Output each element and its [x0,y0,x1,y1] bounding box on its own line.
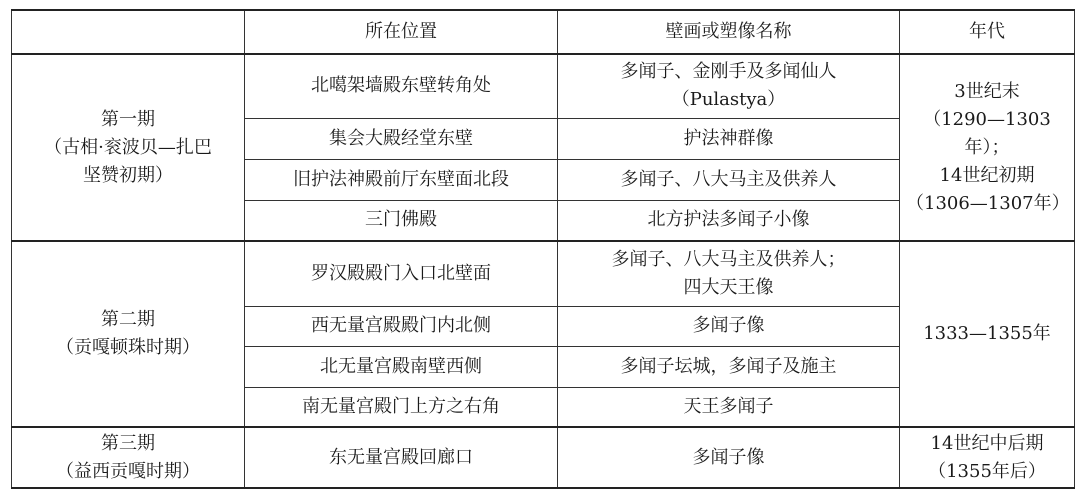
table-row [12,54,1075,118]
table-wrapper [11,9,1074,487]
work-cell: 天王多闻子 [558,387,900,427]
work-cell: 多闻子、金刚手及多闻仙人 （Pulastya） [558,54,900,118]
location-cell: 北无量宫殿南壁西侧 [245,346,558,387]
location-cell: 集会大殿经堂东壁 [245,118,558,159]
period-name: 第一期 （古相·衮波贝—扎巴 坚赞初期） [12,54,245,241]
header-era: 年代 [900,10,1075,54]
location-cell: 南无量宫殿门上方之右角 [245,387,558,427]
table-row [12,427,1075,488]
work-cell: 多闻子、八大马主及供养人； 四大天王像 [558,241,900,306]
location-cell: 东无量宫殿回廊口 [245,427,558,488]
location-cell: 罗汉殿殿门入口北壁面 [245,241,558,306]
era-cell: 14世纪中后期 （1355年后） [900,427,1075,488]
header-row [12,10,1075,54]
mural-table [11,9,1075,489]
header-period [12,10,245,54]
location-cell: 西无量宫殿殿门内北侧 [245,306,558,346]
table-row [12,241,1075,306]
work-cell: 多闻子像 [558,427,900,488]
work-cell: 多闻子、八大马主及供养人 [558,159,900,200]
work-cell: 护法神群像 [558,118,900,159]
location-cell: 三门佛殿 [245,200,558,241]
work-cell: 多闻子像 [558,306,900,346]
header-work: 壁画或塑像名称 [558,10,900,54]
era-cell: 3世纪末 （1290—1303年）； 14世纪初期 （1306—1307年） [900,54,1075,241]
location-cell: 北噶架墙殿东壁转角处 [245,54,558,118]
location-cell: 旧护法神殿前厅东壁面北段 [245,159,558,200]
header-location: 所在位置 [245,10,558,54]
work-cell: 北方护法多闻子小像 [558,200,900,241]
work-cell: 多闻子坛城，多闻子及施主 [558,346,900,387]
era-cell: 1333—1355年 [900,241,1075,427]
period-name: 第二期 （贡嘎顿珠时期） [12,241,245,427]
period-name: 第三期 （益西贡嘎时期） [12,427,245,488]
